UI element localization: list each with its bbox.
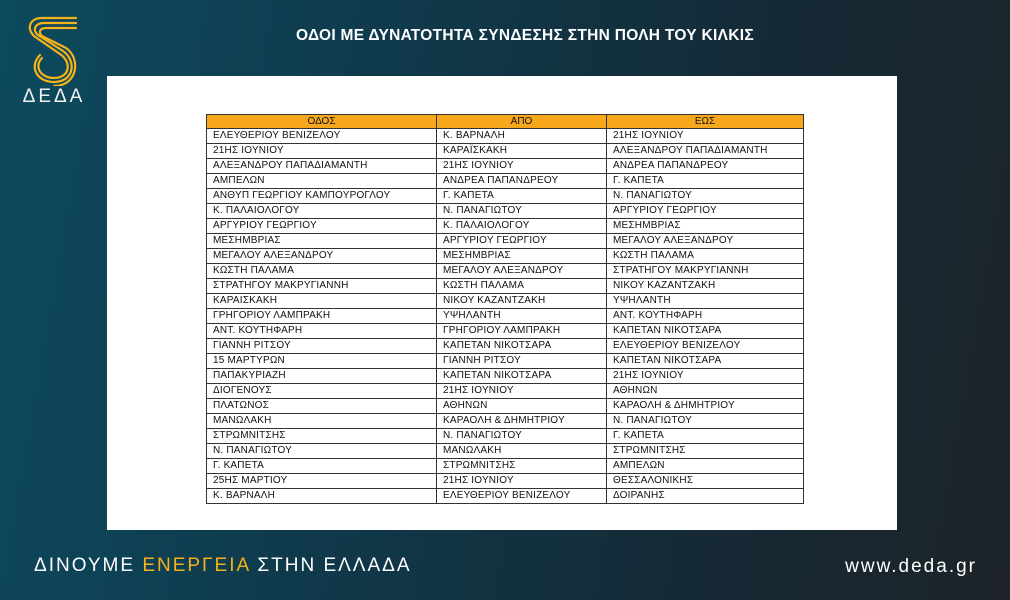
- footer-tagline: [34, 555, 412, 577]
- table-row: [207, 294, 804, 309]
- table-row: [207, 309, 804, 324]
- table-row: [207, 384, 804, 399]
- street-cell: ΣΤΡΑΤΗΓΟΥ ΜΑΚΡΥΓΙΑΝΝΗ: [207, 279, 437, 294]
- from-cell: ΑΝΔΡΕΑ ΠΑΠΑΝΔΡΕΟΥ: [437, 174, 607, 189]
- column-header-to: ΕΩΣ: [607, 115, 804, 129]
- column-header-street: ΟΔΟΣ: [207, 115, 437, 129]
- content-panel: [107, 76, 897, 530]
- to-cell: 21ΗΣ ΙΟΥΝΙΟΥ: [607, 369, 804, 384]
- table-row: [207, 204, 804, 219]
- table-row: [207, 234, 804, 249]
- routes-table: [206, 114, 804, 504]
- from-cell: ΣΤΡΩΜΝΙΤΣΗΣ: [437, 459, 607, 474]
- logo-text: ΔΕΔΑ: [22, 86, 86, 107]
- street-cell: ΚΑΡΑΙΣΚΑΚΗ: [207, 294, 437, 309]
- from-cell: Γ. ΚΑΠΕΤΑ: [437, 189, 607, 204]
- table-row: [207, 189, 804, 204]
- to-cell: ΚΩΣΤΗ ΠΑΛΑΜΑ: [607, 249, 804, 264]
- from-cell: ΥΨΗΛΑΝΤΗ: [437, 309, 607, 324]
- table-row: [207, 264, 804, 279]
- table-row: [207, 174, 804, 189]
- table-row: [207, 459, 804, 474]
- table-row: [207, 489, 804, 504]
- table-row: [207, 324, 804, 339]
- table-row: [207, 399, 804, 414]
- street-cell: ΓΡΗΓΟΡΙΟΥ ΛΑΜΠΡΑΚΗ: [207, 309, 437, 324]
- from-cell: ΚΩΣΤΗ ΠΑΛΑΜΑ: [437, 279, 607, 294]
- table-row: [207, 219, 804, 234]
- from-cell: 21ΗΣ ΙΟΥΝΙΟΥ: [437, 384, 607, 399]
- tagline-start: ΔΙΝΟΥΜΕ: [34, 555, 143, 576]
- from-cell: ΕΛΕΥΘΕΡΙΟΥ ΒΕΝΙΖΕΛΟΥ: [437, 489, 607, 504]
- street-cell: 25ΗΣ ΜΑΡΤΙΟΥ: [207, 474, 437, 489]
- table-row: [207, 339, 804, 354]
- to-cell: ΑΝΔΡΕΑ ΠΑΠΑΝΔΡΕΟΥ: [607, 159, 804, 174]
- to-cell: ΚΑΠΕΤΑΝ ΝΙΚΟΤΣΑΡΑ: [607, 354, 804, 369]
- column-header-from: ΑΠΟ: [437, 115, 607, 129]
- street-cell: ΓΙΑΝΝΗ ΡΙΤΣΟΥ: [207, 339, 437, 354]
- deda-logo: [14, 10, 94, 105]
- street-cell: ΕΛΕΥΘΕΡΙΟΥ ΒΕΝΙΖΕΛΟΥ: [207, 129, 437, 144]
- to-cell: ΝΙΚΟΥ ΚΑΖΑΝΤΖΑΚΗ: [607, 279, 804, 294]
- street-cell: ΚΩΣΤΗ ΠΑΛΑΜΑ: [207, 264, 437, 279]
- from-cell: ΜΕΣΗΜΒΡΙΑΣ: [437, 249, 607, 264]
- from-cell: ΑΘΗΝΩΝ: [437, 399, 607, 414]
- table-row: [207, 474, 804, 489]
- page-title: ΟΔΟΙ ΜΕ ΔΥΝΑΤΟΤΗΤΑ ΣΥΝΔΕΣΗΣ ΣΤΗΝ ΠΟΛΗ ΤΟΥ ΚΙΛΚΙΣ: [296, 27, 754, 44]
- table-row: [207, 369, 804, 384]
- to-cell: ΑΜΠΕΛΩΝ: [607, 459, 804, 474]
- from-cell: 21ΗΣ ΙΟΥΝΙΟΥ: [437, 159, 607, 174]
- from-cell: Κ. ΠΑΛΑΙΟΛΟΓΟΥ: [437, 219, 607, 234]
- street-cell: ΜΕΣΗΜΒΡΙΑΣ: [207, 234, 437, 249]
- from-cell: 21ΗΣ ΙΟΥΝΙΟΥ: [437, 474, 607, 489]
- table-row: [207, 129, 804, 144]
- street-cell: 21ΗΣ ΙΟΥΝΙΟΥ: [207, 144, 437, 159]
- to-cell: ΔΟΙΡΑΝΗΣ: [607, 489, 804, 504]
- to-cell: ΣΤΡΑΤΗΓΟΥ ΜΑΚΡΥΓΙΑΝΝΗ: [607, 264, 804, 279]
- street-cell: ΣΤΡΩΜΝΙΤΣΗΣ: [207, 429, 437, 444]
- to-cell: ΘΕΣΣΑΛΟΝΙΚΗΣ: [607, 474, 804, 489]
- table-row: [207, 444, 804, 459]
- website-link[interactable]: www.deda.gr: [845, 556, 977, 577]
- table-row: [207, 429, 804, 444]
- table-row: [207, 159, 804, 174]
- table-header-row: [207, 115, 804, 129]
- to-cell: ΑΛΕΞΑΝΔΡΟΥ ΠΑΠΑΔΙΑΜΑΝΤΗ: [607, 144, 804, 159]
- table-row: [207, 414, 804, 429]
- to-cell: Γ. ΚΑΠΕΤΑ: [607, 429, 804, 444]
- table-row: [207, 144, 804, 159]
- from-cell: ΜΑΝΩΛΑΚΗ: [437, 444, 607, 459]
- table-row: [207, 354, 804, 369]
- tagline-end: ΣΤΗΝ ΕΛΛΑΔΑ: [250, 555, 412, 576]
- street-cell: ΑΝΤ. ΚΟΥΤΗΦΑΡΗ: [207, 324, 437, 339]
- from-cell: ΑΡΓΥΡΙΟΥ ΓΕΩΡΓΙΟΥ: [437, 234, 607, 249]
- street-cell: ΜΑΝΩΛΑΚΗ: [207, 414, 437, 429]
- to-cell: ΚΑΠΕΤΑΝ ΝΙΚΟΤΣΑΡΑ: [607, 324, 804, 339]
- from-cell: Κ. ΒΑΡΝΑΛΗ: [437, 129, 607, 144]
- to-cell: ΑΝΤ. ΚΟΥΤΗΦΑΡΗ: [607, 309, 804, 324]
- street-cell: ΑΝΘΥΠ ΓΕΩΡΓΙΟΥ ΚΑΜΠΟΥΡΟΓΛΟΥ: [207, 189, 437, 204]
- from-cell: ΚΑΠΕΤΑΝ ΝΙΚΟΤΣΑΡΑ: [437, 369, 607, 384]
- table-row: [207, 279, 804, 294]
- table-row: [207, 249, 804, 264]
- from-cell: ΝΙΚΟΥ ΚΑΖΑΝΤΖΑΚΗ: [437, 294, 607, 309]
- deda-logo-mark-icon: [14, 10, 94, 86]
- street-cell: Ν. ΠΑΝΑΓΙΩΤΟΥ: [207, 444, 437, 459]
- to-cell: ΥΨΗΛΑΝΤΗ: [607, 294, 804, 309]
- to-cell: 21ΗΣ ΙΟΥΝΙΟΥ: [607, 129, 804, 144]
- to-cell: ΚΑΡΑΟΛΗ & ΔΗΜΗΤΡΙΟΥ: [607, 399, 804, 414]
- to-cell: Ν. ΠΑΝΑΓΙΩΤΟΥ: [607, 189, 804, 204]
- street-cell: ΜΕΓΑΛΟΥ ΑΛΕΞΑΝΔΡΟΥ: [207, 249, 437, 264]
- street-cell: ΑΡΓΥΡΙΟΥ ΓΕΩΡΓΙΟΥ: [207, 219, 437, 234]
- street-cell: 15 ΜΑΡΤΥΡΩΝ: [207, 354, 437, 369]
- from-cell: Ν. ΠΑΝΑΓΙΩΤΟΥ: [437, 204, 607, 219]
- to-cell: ΕΛΕΥΘΕΡΙΟΥ ΒΕΝΙΖΕΛΟΥ: [607, 339, 804, 354]
- to-cell: Ν. ΠΑΝΑΓΙΩΤΟΥ: [607, 414, 804, 429]
- from-cell: ΜΕΓΑΛΟΥ ΑΛΕΞΑΝΔΡΟΥ: [437, 264, 607, 279]
- from-cell: ΚΑΡΑΟΛΗ & ΔΗΜΗΤΡΙΟΥ: [437, 414, 607, 429]
- street-cell: ΠΑΠΑΚΥΡΙΑΖΗ: [207, 369, 437, 384]
- street-cell: Κ. ΠΑΛΑΙΟΛΟΓΟΥ: [207, 204, 437, 219]
- to-cell: ΣΤΡΩΜΝΙΤΣΗΣ: [607, 444, 804, 459]
- from-cell: ΓΡΗΓΟΡΙΟΥ ΛΑΜΠΡΑΚΗ: [437, 324, 607, 339]
- from-cell: Ν. ΠΑΝΑΓΙΩΤΟΥ: [437, 429, 607, 444]
- street-cell: Γ. ΚΑΠΕΤΑ: [207, 459, 437, 474]
- street-cell: ΑΛΕΞΑΝΔΡΟΥ ΠΑΠΑΔΙΑΜΑΝΤΗ: [207, 159, 437, 174]
- tagline-accent: ΕΝΕΡΓΕΙΑ: [142, 555, 251, 576]
- to-cell: ΑΡΓΥΡΙΟΥ ΓΕΩΡΓΙΟΥ: [607, 204, 804, 219]
- to-cell: ΑΘΗΝΩΝ: [607, 384, 804, 399]
- to-cell: ΜΕΣΗΜΒΡΙΑΣ: [607, 219, 804, 234]
- street-cell: Κ. ΒΑΡΝΑΛΗ: [207, 489, 437, 504]
- from-cell: ΚΑΡΑΪΣΚΑΚΗ: [437, 144, 607, 159]
- to-cell: ΜΕΓΑΛΟΥ ΑΛΕΞΑΝΔΡΟΥ: [607, 234, 804, 249]
- from-cell: ΚΑΠΕΤΑΝ ΝΙΚΟΤΣΑΡΑ: [437, 339, 607, 354]
- street-cell: ΑΜΠΕΛΩΝ: [207, 174, 437, 189]
- street-cell: ΠΛΑΤΩΝΟΣ: [207, 399, 437, 414]
- street-cell: ΔΙΟΓΕΝΟΥΣ: [207, 384, 437, 399]
- to-cell: Γ. ΚΑΠΕΤΑ: [607, 174, 804, 189]
- from-cell: ΓΙΑΝΝΗ ΡΙΤΣΟΥ: [437, 354, 607, 369]
